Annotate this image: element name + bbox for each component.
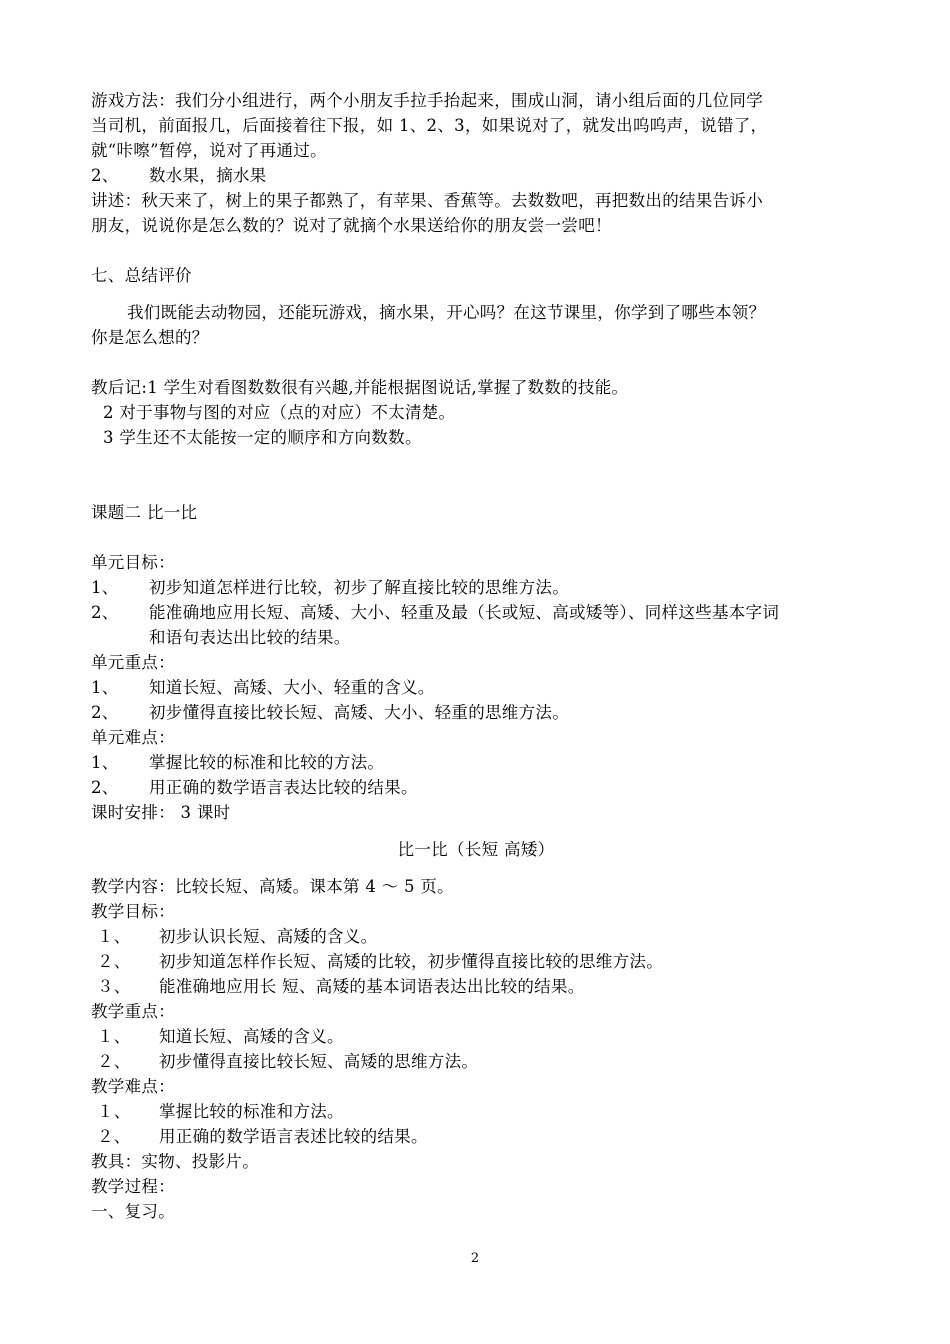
lesson-tools: 教具：实物、投影片。 bbox=[91, 1152, 259, 1171]
item-number: 2、 bbox=[91, 166, 119, 185]
list-item: １、 初步认识长短、高矮的含义。 bbox=[97, 927, 378, 946]
list-item: ２、 初步懂得直接比较长短、高矮的思维方法。 bbox=[97, 1052, 479, 1071]
list-item: １、 掌握比较的标准和方法。 bbox=[97, 1102, 344, 1121]
list-item: 1、 掌握比较的标准和比较的方法。 bbox=[91, 753, 385, 772]
lesson-diff-label: 教学难点： bbox=[91, 1077, 175, 1096]
lesson-title: 比一比（长短 高矮） bbox=[397, 840, 555, 859]
list-item: ３、 能准确地应用长 短、高矮的基本词语表达出比较的结果。 bbox=[97, 977, 585, 996]
list-item: ２、 用正确的数学语言表述比较的结果。 bbox=[97, 1127, 428, 1146]
lesson-process-item: 一、复习。 bbox=[91, 1202, 175, 1221]
game-item-2 bbox=[91, 163, 861, 188]
lesson-key-label: 教学重点： bbox=[91, 1002, 175, 1021]
game-method-line: 游戏方法：我们分小组进行，两个小朋友手拉手抬起来，围成山洞，请小组后面的几位同学 bbox=[91, 91, 763, 110]
topic-title: 课题二 比一比 bbox=[91, 503, 198, 522]
list-item: 1、 知道长短、高矮、大小、轻重的含义。 bbox=[91, 678, 435, 697]
list-item-continuation: 和语句表达出比较的结果。 bbox=[149, 628, 351, 647]
unit-diff-label: 单元难点： bbox=[91, 728, 175, 747]
narrate-line: 朋友，说说你是怎么数的？说对了就摘个水果送给你的朋友尝一尝吧！ bbox=[91, 216, 612, 235]
summary-heading: 七、总结评价 bbox=[91, 266, 192, 285]
list-item: 2、 初步懂得直接比较长短、高矮、大小、轻重的思维方法。 bbox=[91, 703, 569, 722]
lesson-content: 教学内容：比较长短、高矮。课本第 4 ～ 5 页。 bbox=[91, 877, 454, 896]
game-method-line: 就“咔嚓”暂停，说对了再通过。 bbox=[91, 141, 327, 160]
document-page bbox=[91, 88, 861, 1224]
unit-goals-label: 单元目标： bbox=[91, 553, 175, 572]
postscript-line: 2 对于事物与图的对应（点的对应）不太清楚。 bbox=[103, 403, 456, 422]
list-item: 1、 初步知道怎样进行比较，初步了解直接比较的思维方法。 bbox=[91, 578, 569, 597]
postscript-line: 教后记:1 学生对看图数数很有兴趣,并能根据图说话,掌握了数数的技能。 bbox=[91, 378, 629, 397]
lesson-process-label: 教学过程： bbox=[91, 1177, 175, 1196]
item-text: 数水果，摘水果 bbox=[149, 166, 267, 185]
list-item: ２、 初步知道怎样作长短、高矮的比较，初步懂得直接比较的思维方法。 bbox=[97, 952, 663, 971]
list-item: 2、 能准确地应用长短、高矮、大小、轻重及最（长或短、高或矮等）、同样这些基本字词 bbox=[91, 603, 780, 622]
page-number: 2 bbox=[470, 1251, 480, 1266]
summary-paragraph-line: 你是怎么想的？ bbox=[91, 328, 209, 347]
game-method-line: 当司机，前面报几，后面接着往下报，如 1、2、3，如果说对了，就发出呜呜声，说错了， bbox=[91, 116, 768, 135]
summary-paragraph-line: 我们既能去动物园，还能玩游戏，摘水果，开心吗？在这节课里，你学到了哪些本领？ bbox=[127, 303, 766, 322]
lesson-goals-label: 教学目标： bbox=[91, 902, 175, 921]
unit-key-label: 单元重点： bbox=[91, 653, 175, 672]
list-item: 2、 用正确的数学语言表达比较的结果。 bbox=[91, 778, 418, 797]
schedule-line: 课时安排： 3 课时 bbox=[91, 803, 231, 822]
narrate-line: 讲述：秋天来了，树上的果子都熟了，有苹果、香蕉等。去数数吧，再把数出的结果告诉小 bbox=[91, 191, 763, 210]
postscript-line: 3 学生还不太能按一定的顺序和方向数数。 bbox=[103, 428, 422, 447]
list-item: １、 知道长短、高矮的含义。 bbox=[97, 1027, 344, 1046]
